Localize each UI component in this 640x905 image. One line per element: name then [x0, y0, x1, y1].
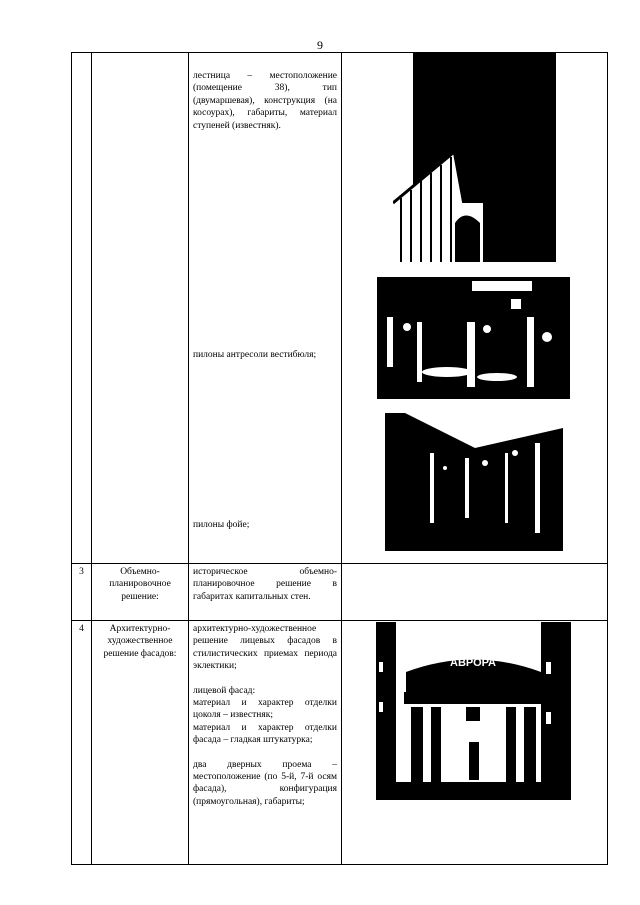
row-name: Архитектурно-художественное решение фасадов: [92, 621, 189, 865]
row-description [189, 621, 342, 865]
cell-name-empty [92, 53, 189, 564]
table-row-3 [72, 564, 608, 621]
foyer-pylons-text: пилоны фойе; [193, 519, 250, 530]
vestibule-pylons-photo [377, 277, 570, 399]
row-name: Объемно-планировочное решение: [92, 564, 189, 621]
mezzanine-pylons-text: пилоны антресоли вестибюля; [193, 349, 317, 360]
row-number: 4 [72, 621, 92, 865]
facade-finish-text: материал и характер отделки фасада – гладкая штукатурка; [193, 722, 337, 746]
staircase-photo [393, 53, 556, 262]
page-number: 9 [317, 38, 323, 52]
row-description: историческое объемно-планировочное решение в габаритах капитальных стен. [189, 564, 342, 621]
cell-num-empty [72, 53, 92, 564]
row-number: 3 [72, 564, 92, 621]
foyer-pylons-photo [385, 413, 563, 551]
plinth-finish-text: материал и характер отделки цоколя – известняк; [193, 698, 337, 721]
facade-photo [376, 622, 571, 800]
facade-sign-text: АВРОРА [450, 657, 496, 669]
staircase-text: лестница – местоположение (помещение 38), тип (двумаршевая), конструкция (на косоурах), габариты, материал ступеней (известняк). [193, 71, 337, 131]
main-facade-label: лицевой фасад: [193, 685, 256, 696]
facade-solution-text: архитектурно-художественное решение лицевых фасадов в стилистических приемах периода эклектики; [193, 624, 337, 672]
cell-description [189, 53, 342, 564]
door-openings-text: два дверных проема – местоположение (по 5-й, 7-й осям фасада), конфигурация (прямоугольная), габариты; [193, 759, 337, 807]
cell-photo-empty [342, 564, 608, 621]
